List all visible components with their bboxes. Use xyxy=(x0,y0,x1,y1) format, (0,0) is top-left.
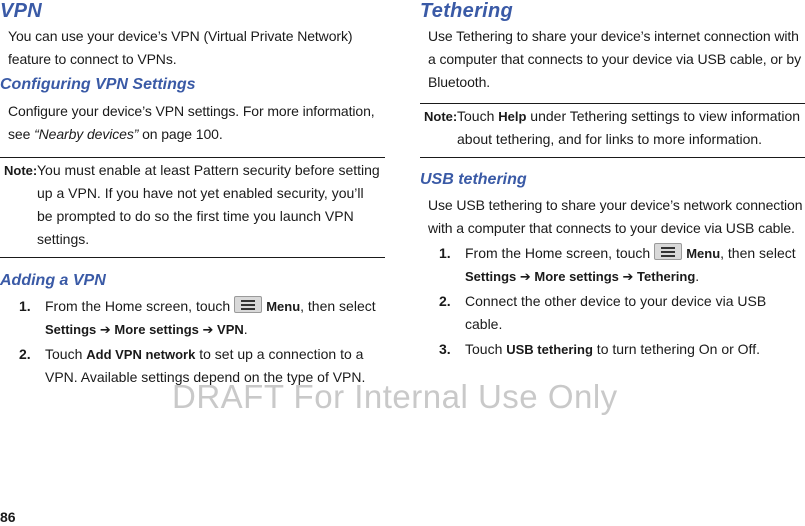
step-number: 1. xyxy=(439,245,451,261)
step-text: , then select xyxy=(720,245,796,261)
step-text: From the Home screen, touch xyxy=(465,245,651,261)
menu-label: Menu xyxy=(686,246,721,261)
step-end: . xyxy=(243,321,248,337)
right-column xyxy=(420,0,805,361)
configuring-vpn-heading: Configuring VPN Settings xyxy=(0,76,196,93)
step-number: 2. xyxy=(439,293,451,309)
vpn-intro: You can use your device’s VPN (Virtual Private Network) feature to connect to VPNs. xyxy=(8,28,353,67)
step-end: . xyxy=(695,268,700,284)
menu-icon xyxy=(234,296,262,313)
step-text: , then select xyxy=(300,298,376,314)
step-text: Touch xyxy=(45,346,87,362)
settings-path: Settings ➔ More settings ➔ Tethering xyxy=(465,269,696,284)
step-number: 1. xyxy=(19,298,31,314)
tethering-note xyxy=(420,103,805,158)
configuring-vpn-text xyxy=(0,100,385,146)
list-item xyxy=(420,242,805,288)
note-text: under Tethering settings to view information about tethering, and for links to more information. xyxy=(457,108,801,147)
vpn-note xyxy=(0,157,385,258)
step-text: Connect the other device to your device via USB cable. xyxy=(465,293,767,332)
menu-icon xyxy=(654,243,682,260)
config-text-2: on page 100. xyxy=(138,126,223,142)
step-number: 2. xyxy=(19,346,31,362)
tethering-heading: Tethering xyxy=(420,0,514,22)
step-text: to turn tethering On or Off. xyxy=(592,341,760,357)
step-text: From the Home screen, touch xyxy=(45,298,231,314)
usb-tethering-heading: USB tethering xyxy=(420,171,527,188)
note-text: You must enable at least Pattern security before setting up a VPN. If you have not yet enabled security, you’ll be prompted to do so the first time you launch VPN settings. xyxy=(37,162,380,247)
config-text-1: Configure your device’s VPN settings. For more information, see xyxy=(8,103,375,142)
usb-tethering-intro: Use USB tethering to share your device’s network connection with a computer that connects to your device via USB cable. xyxy=(428,197,803,236)
note-label: Note: xyxy=(4,163,38,178)
adding-vpn-heading: Adding a VPN xyxy=(0,272,106,289)
nearby-devices-link[interactable]: “Nearby devices” xyxy=(34,126,139,142)
add-vpn-network-label: Add VPN network xyxy=(86,347,196,362)
list-item xyxy=(0,295,385,341)
vpn-heading: VPN xyxy=(0,0,43,22)
page-number: 86 xyxy=(0,509,16,525)
draft-watermark: DRAFT For Internal Use Only xyxy=(172,378,618,415)
list-item xyxy=(420,290,805,336)
help-label: Help xyxy=(498,109,527,124)
note-text: Touch xyxy=(457,108,499,124)
tethering-intro: Use Tethering to share your device’s internet connection with a computer that connects to your device via USB cable, or by Bluetooth. xyxy=(428,28,801,90)
list-item xyxy=(420,338,805,361)
step-text: Touch xyxy=(465,341,507,357)
step-number: 3. xyxy=(439,341,451,357)
usb-tethering-label: USB tethering xyxy=(506,342,593,357)
note-label: Note: xyxy=(424,109,458,124)
left-column xyxy=(0,0,385,389)
menu-label: Menu xyxy=(266,299,301,314)
settings-path: Settings ➔ More settings ➔ VPN xyxy=(45,322,244,337)
step-text: to set up a connection to a VPN. Available settings depend on the type of VPN. xyxy=(45,346,366,385)
